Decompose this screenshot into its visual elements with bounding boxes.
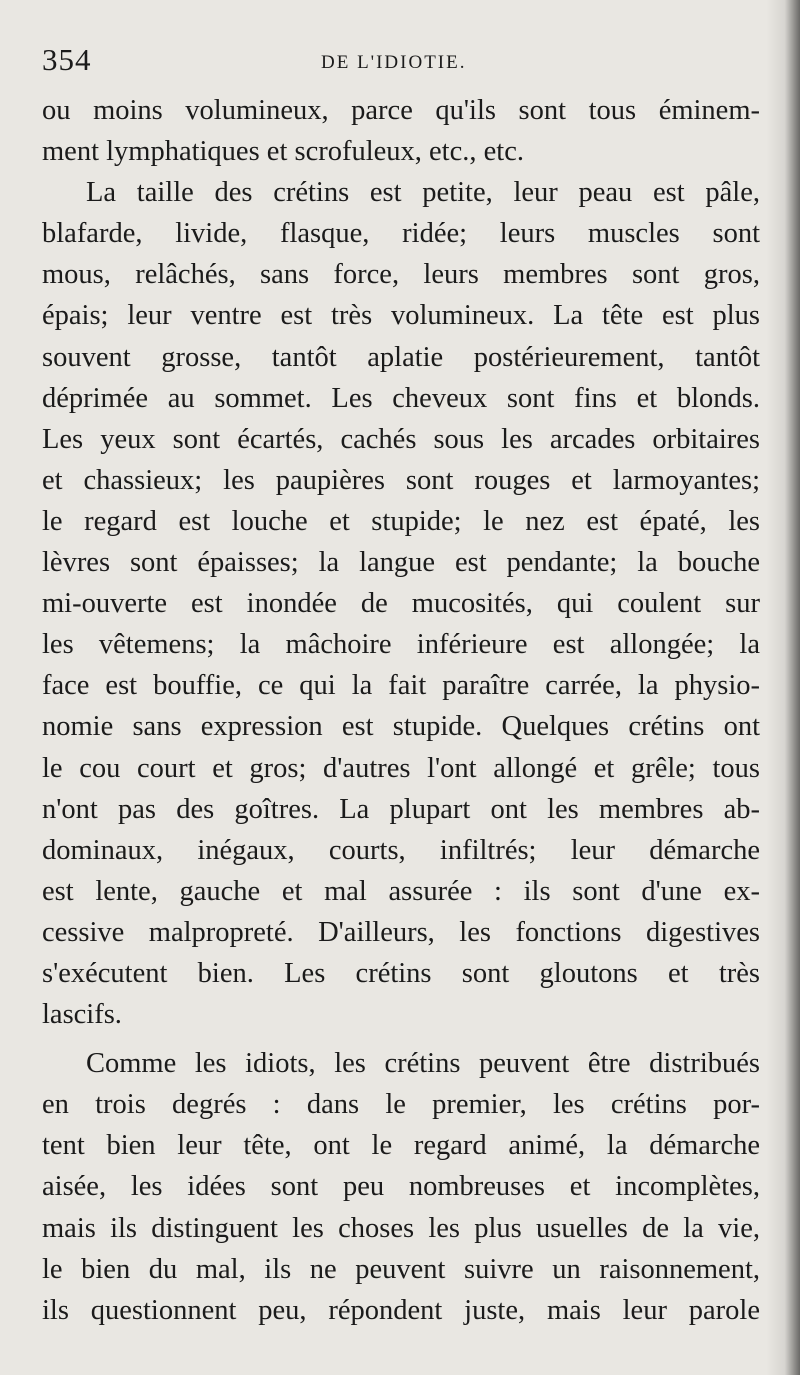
text-line: tent bien leur tête, ont le regard animé, la démarche — [42, 1130, 760, 1162]
text-line: est lente, gauche et mal assurée : ils sont d'une ex- — [42, 875, 760, 907]
text-line: s'exécutent bien. Les crétins sont gloutons et très — [42, 957, 760, 989]
paragraph-2 — [42, 172, 760, 1035]
text-line: épais; leur ventre est très volumineux. La tête est plus — [42, 300, 760, 332]
paragraph-3 — [42, 1043, 760, 1331]
page-edge-shadow — [766, 0, 800, 1375]
text-line: mi-ouverte est inondée de mucosités, qui coulent sur — [42, 588, 760, 620]
text-line: souvent grosse, tantôt aplatie postérieurement, tantôt — [42, 341, 760, 373]
text-line: aisée, les idées sont peu nombreuses et incomplètes, — [42, 1171, 760, 1203]
paragraph-gap — [42, 1035, 760, 1043]
text-line: Comme les idiots, les crétins peuvent être distribués — [86, 1048, 760, 1080]
text-line: Les yeux sont écartés, cachés sous les arcades orbitaires — [42, 423, 760, 455]
text-line: ment lymphatiques et scrofuleux, etc., etc. — [42, 136, 524, 168]
paragraph-1 — [42, 90, 760, 172]
text-line: et chassieux; les paupières sont rouges et larmoyantes; — [42, 464, 760, 496]
text-line: blafarde, livide, flasque, ridée; leurs muscles sont — [42, 218, 760, 250]
running-head-title: DE L'IDIOTIE. — [321, 52, 467, 73]
text-line: ils questionnent peu, répondent juste, mais leur parole — [42, 1294, 760, 1326]
page-text-block — [42, 38, 760, 1331]
text-line: lascifs. — [42, 999, 122, 1031]
text-line: nomie sans expression est stupide. Quelques crétins ont — [42, 711, 760, 743]
text-line: les vêtemens; la mâchoire inférieure est allongée; la — [42, 629, 760, 661]
text-line: le cou court et gros; d'autres l'ont allongé et grêle; tous — [42, 752, 760, 784]
text-line: en trois degrés : dans le premier, les crétins por- — [42, 1089, 760, 1121]
text-line: lèvres sont épaisses; la langue est pendante; la bouche — [42, 547, 760, 579]
running-head — [42, 38, 760, 90]
text-line: ou moins volumineux, parce qu'ils sont tous éminem- — [42, 95, 760, 126]
text-line: dominaux, inégaux, courts, infiltrés; leur démarche — [42, 834, 760, 866]
text-line: La taille des crétins est petite, leur peau est pâle, — [86, 177, 760, 209]
page-number: 354 — [42, 42, 92, 77]
text-line: mais ils distinguent les choses les plus usuelles de la vie, — [42, 1212, 760, 1244]
text-line: le regard est louche et stupide; le nez est épaté, les — [42, 505, 760, 537]
text-line: le bien du mal, ils ne peuvent suivre un raisonnement, — [42, 1253, 760, 1285]
text-line: déprimée au sommet. Les cheveux sont fins et blonds. — [42, 382, 760, 414]
text-line: cessive malpropreté. D'ailleurs, les fonctions digestives — [42, 916, 760, 948]
text-line: mous, relâchés, sans force, leurs membres sont gros, — [42, 259, 760, 291]
text-line: n'ont pas des goîtres. La plupart ont les membres ab- — [42, 793, 760, 825]
text-line: face est bouffie, ce qui la fait paraître carrée, la physio- — [42, 670, 760, 702]
